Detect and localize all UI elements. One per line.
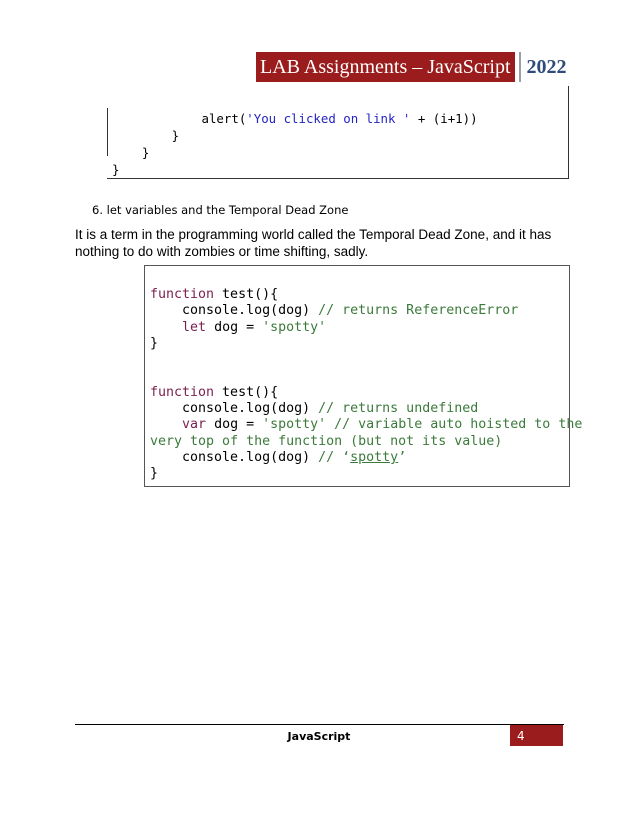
code-comment-underlined: spotty (350, 449, 399, 465)
code-block-2 (150, 287, 582, 483)
code-text: dog = (206, 417, 263, 433)
code-line: } (112, 162, 120, 177)
code-text: test(){ (214, 287, 279, 302)
section-paragraph: It is a term in the programming world called the Temporal Dead Zone, and it has nothing to do with zombies or time shifting, sadly. (75, 227, 552, 259)
page-number: 4 (510, 725, 563, 746)
code-text: } (150, 466, 159, 482)
code-text: test(){ (214, 384, 279, 400)
code-string: 'You clicked on link ' (246, 111, 411, 126)
code-comment: // ‘ (318, 449, 351, 465)
code-comment: // returns undefined (318, 401, 479, 417)
code-string: 'spotty' (262, 319, 327, 335)
code-text: console.log(dog) (150, 449, 319, 465)
header-title: LAB Assignments – JavaScript (256, 52, 515, 82)
code-line: alert( (112, 111, 247, 126)
footer-divider (75, 724, 564, 725)
footer-label: JavaScript (287, 730, 351, 743)
code-text: } (150, 335, 159, 351)
code-comment: very top of the function (but not its value) (150, 433, 503, 449)
code-comment: // variable auto hoisted to the (326, 417, 583, 433)
code-comment: ’ (398, 449, 407, 465)
header-year: 2022 (526, 56, 567, 78)
code-line: + (i+1)) (410, 111, 478, 126)
header-separator (519, 52, 521, 82)
code-text: console.log(dog) (150, 401, 319, 417)
code-line: } (112, 128, 180, 143)
code-box-1-left-border (107, 108, 108, 156)
code-text: dog = (206, 319, 263, 335)
code-block-1 (112, 110, 478, 178)
page-header (256, 52, 567, 82)
code-comment: // returns ReferenceError (318, 303, 519, 319)
code-string: 'spotty' (262, 417, 327, 433)
code-line: } (112, 145, 150, 160)
code-keyword: let (182, 319, 207, 335)
code-text: console.log(dog) (150, 303, 319, 319)
code-keyword: var (182, 417, 207, 433)
code-keyword: function (150, 384, 215, 400)
code-keyword: function (150, 287, 215, 302)
section-heading: 6. let variables and the Temporal Dead Zone (92, 203, 349, 217)
